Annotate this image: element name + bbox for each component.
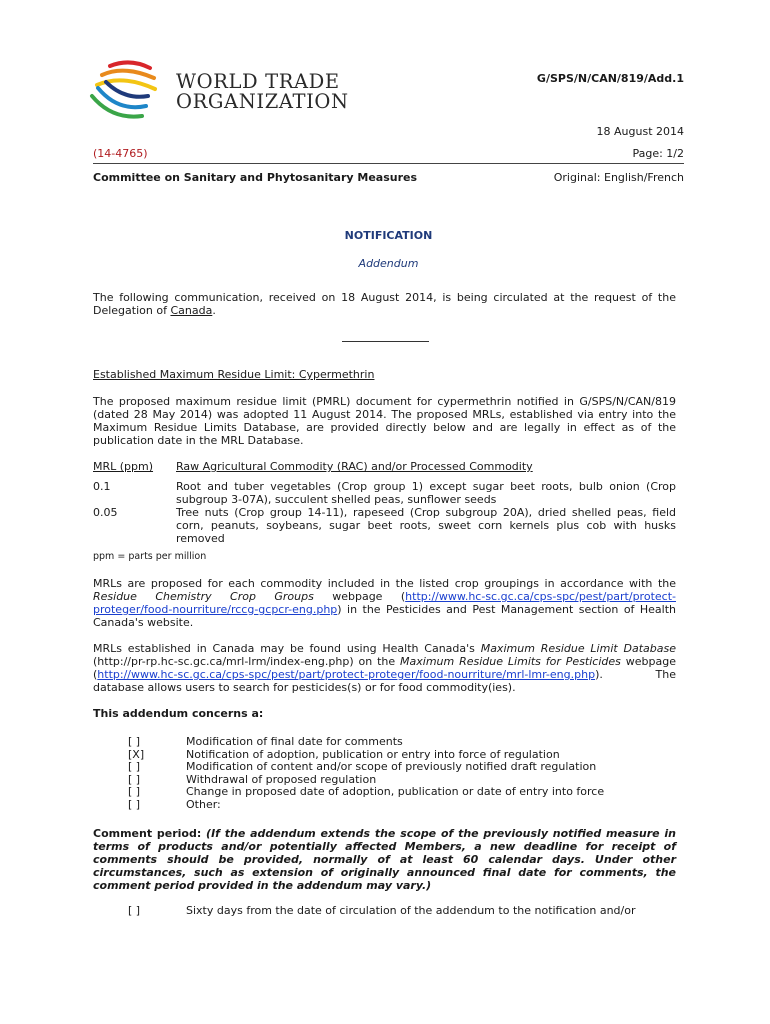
table-row-commodity: Root and tuber vegetables (Crop group 1) except sugar beet roots, bulb onion (Crop subgroup 3-07A), succulent shelled peas, sunflower seeds — [176, 480, 676, 506]
org-line-1: WORLD TRADE — [176, 70, 340, 93]
comment-text: (If the addendum extends the scope of the previously notified measure in terms of products and/or potentially affected Members, a new deadline for receipt of comments should be provided, normally of at least 60 calendar days. Under other circumstances, such as extension of originally announced final date for comments, the comment period provided in the addendum may vary.) — [93, 827, 676, 892]
checkbox-adoption[interactable]: [X] — [128, 747, 145, 761]
p2-text-f: ). The database allows users to search for pesticides(s) or for food commodity(ies). — [93, 668, 676, 694]
mrl-column-header: MRL (ppm) — [93, 460, 154, 473]
table-row-commodity: Tree nuts (Crop group 14-11), rapeseed (Crop subgroup 20A), dried shelled peas, field corn, peanuts, soybeans, sugar beet roots, sweet corn kernels plus cob with husks removed — [176, 506, 676, 545]
section-heading: Established Maximum Residue Limit: Cypermethrin — [93, 368, 375, 381]
p2-text-a: MRLs established in Canada may be found using Health Canada's — [93, 642, 481, 655]
document-date: 18 August 2014 — [596, 125, 684, 138]
crop-groups-link[interactable]: http://www.hc-sc.gc.ca/cps-spc/pest/part/protect-proteger/food-nourriture/rccg-gcpcr-eng.php — [93, 590, 676, 616]
checkbox-label: Change in proposed date of adoption, publication or date of entry into force — [186, 785, 605, 798]
mrl-paragraph-2 — [93, 642, 676, 694]
addendum-subtitle: Addendum — [358, 257, 419, 270]
checkbox-label: Other: — [186, 797, 221, 811]
checkbox-modification-date[interactable]: [ ] — [128, 735, 141, 748]
intro-end: . — [212, 304, 216, 317]
notification-title: NOTIFICATION — [344, 229, 433, 242]
p1-text-a: MRLs are proposed for each commodity included in the listed crop groupings in accordance with the — [93, 577, 676, 590]
reference-number: (14-4765) — [93, 147, 148, 160]
document-symbol: G/SPS/N/CAN/819/Add.1 — [536, 72, 684, 85]
checkbox-label: Withdrawal of proposed regulation — [186, 772, 377, 786]
separator-line — [342, 341, 429, 342]
p1-text-c: webpage ( — [313, 590, 406, 603]
checkbox-withdrawal[interactable]: [ ] — [128, 772, 141, 786]
p2-text-e: webpage ( — [93, 655, 676, 681]
original-language: Original: English/French — [553, 171, 684, 184]
p1-text-d: ) in the Pesticides and Pest Management section of Health Canada's website. — [93, 603, 676, 629]
checkbox-other[interactable]: [ ] — [128, 797, 141, 811]
committee-name: Committee on Sanitary and Phytosanitary Measures — [93, 171, 418, 184]
page-number: Page: 1/2 — [632, 147, 684, 160]
table-row-mrl: 0.1 — [93, 480, 111, 493]
comment-period — [93, 827, 676, 892]
p2-text-c: (http://pr-rp.hc-sc.gc.ca/mrl-lrm/index-eng.php) on the — [93, 655, 401, 668]
table-footnote: ppm = parts per million — [93, 551, 207, 562]
p2-italic-1: Maximum Residue Limit Database — [480, 642, 676, 655]
concerns-heading: This addendum concerns a: — [93, 707, 264, 720]
checkbox-modification-content[interactable]: [ ] — [128, 760, 141, 773]
comment-lead: Comment period: — [93, 827, 202, 840]
header-divider — [93, 163, 684, 164]
mrl-database-link[interactable]: http://www.hc-sc.gc.ca/cps-spc/pest/part/protect-proteger/food-nourriture/mrl-lmr-eng.php — [97, 668, 596, 681]
checkbox-label: Modification of final date for comments — [186, 735, 403, 748]
mrl-paragraph-1 — [93, 577, 676, 629]
p1-italic: Residue Chemistry Crop Groups — [93, 590, 314, 603]
table-row-mrl: 0.05 — [93, 506, 118, 519]
intro-paragraph — [93, 291, 676, 317]
checkbox-label: Sixty days from the date of circulation of the addendum to the notification and/or — [186, 904, 636, 917]
org-line-2: ORGANIZATION — [176, 90, 349, 113]
p2-italic-2: Maximum Residue Limits for Pesticides — [400, 655, 621, 668]
checkbox-change-date[interactable]: [ ] — [128, 785, 141, 798]
organization-name — [176, 72, 349, 112]
country-name: Canada — [170, 304, 213, 317]
checkbox-sixty-days[interactable]: [ ] — [128, 904, 141, 917]
commodity-column-header: Raw Agricultural Commodity (RAC) and/or Processed Commodity — [176, 460, 533, 473]
checkbox-label: Modification of content and/or scope of previously notified draft regulation — [186, 760, 597, 773]
section-body: The proposed maximum residue limit (PMRL) document for cypermethrin notified in G/SPS/N/CAN/819 (dated 28 May 2014) was adopted 11 August 2014. The proposed MRLs, established via entry into the Maximum Residue Limits Database, are provided directly below and are legally in effect as of the publication date in the MRL Database. — [93, 395, 676, 447]
intro-text: The following communication, received on 18 August 2014, is being circulated at the request of the Delegation of — [93, 291, 676, 317]
checkbox-label: Notification of adoption, publication or entry into force of regulation — [186, 747, 560, 761]
